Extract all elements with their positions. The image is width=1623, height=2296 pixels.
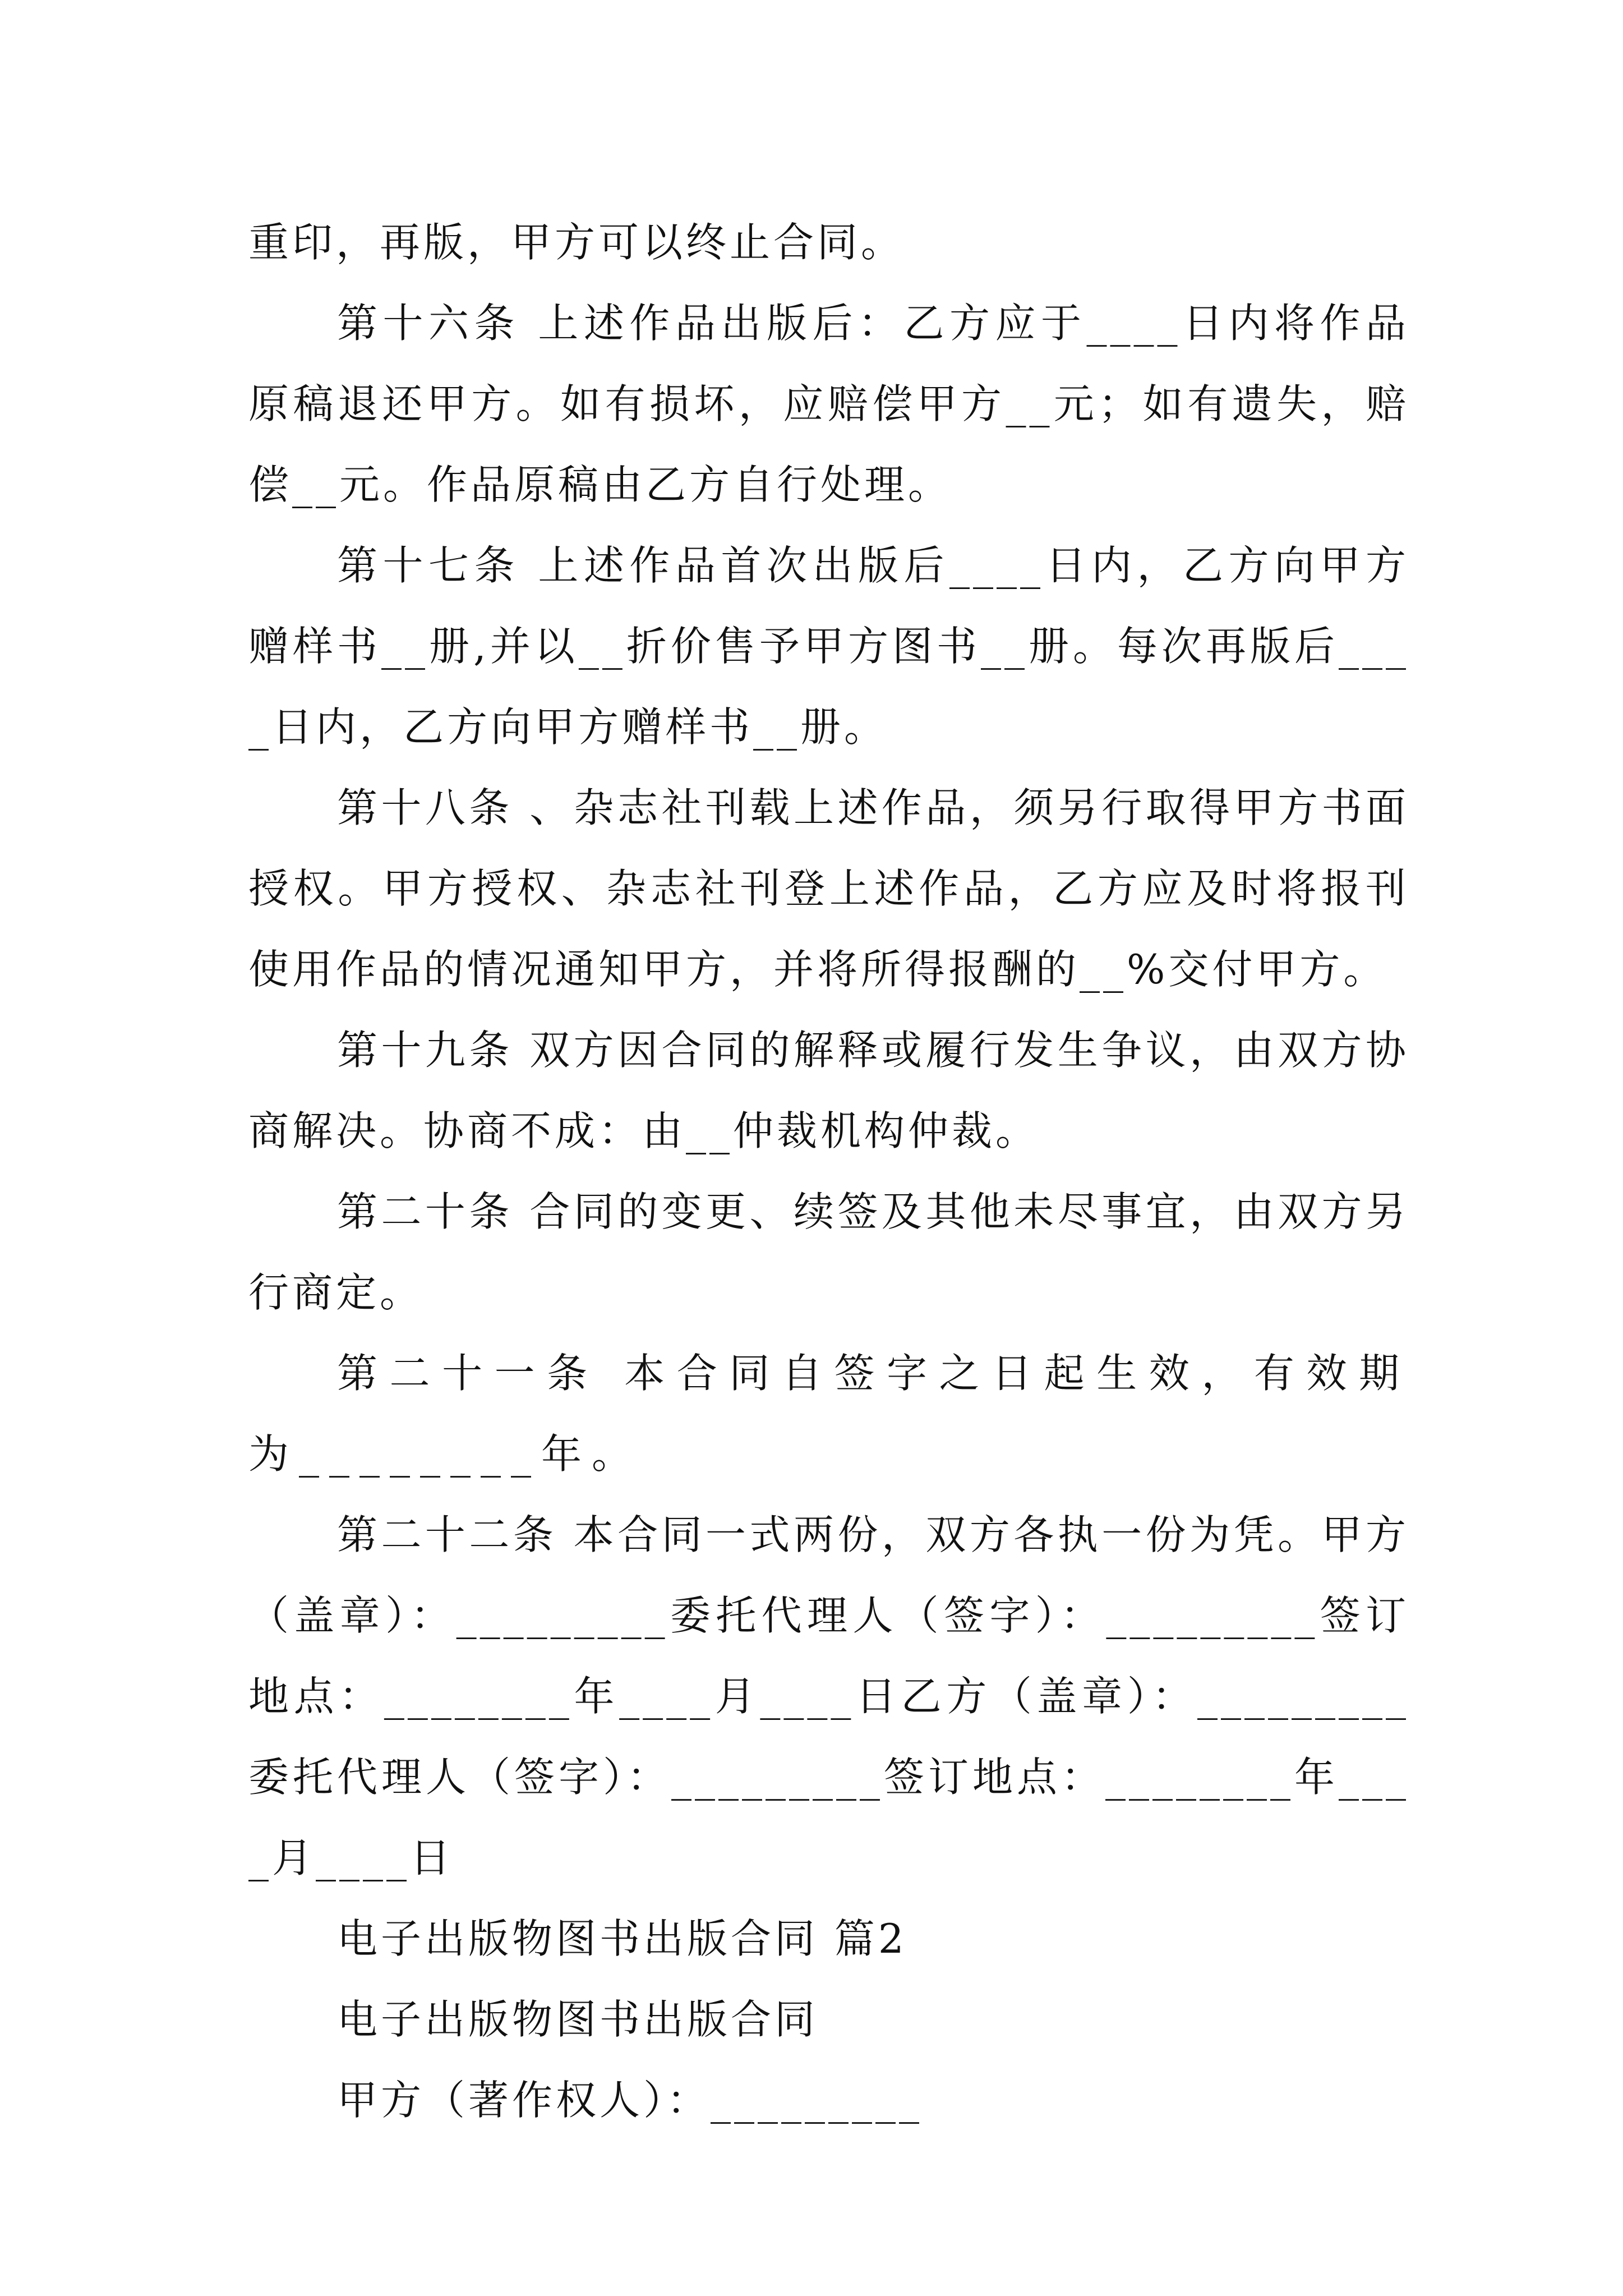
article-16-paragraph: 第十六条 上述作品出版后：乙方应于____日内将作品原稿退还甲方。如有损坏，应赔偿甲方__元；如有遗失，赔偿__元。作品原稿由乙方自行处理。 — [248, 300, 1409, 508]
section-heading-part-2: 电子出版物图书出版合同 篇2 — [337, 1915, 907, 1962]
article-19-paragraph: 第十九条 双方因合同的解释或履行发生争议，由双方协商解决。协商不成：由__仲裁机构仲裁。 — [248, 1027, 1409, 1154]
article-17-paragraph: 第十七条 上述作品首次出版后____日内，乙方向甲方赠样书__册,并以__折价售予甲方图书__册。每次再版后____日内，乙方向甲方赠样书__册。 — [248, 542, 1409, 751]
paragraph-1: 重印，再版，甲方可以终止合同。 — [248, 219, 905, 266]
article-18-paragraph: 第十八条 、杂志社刊载上述作品，须另行取得甲方书面授权。甲方授权、杂志社刊登上述作品，乙方应及时将报刊使用作品的情况通知甲方，并将所得报酬的__%交付甲方。 — [248, 784, 1409, 993]
article-21-paragraph: 第二十一条 本合同自签字之日起生效，有效期为________年。 — [248, 1350, 1409, 1478]
document-body — [248, 202, 1409, 2141]
article-20-paragraph: 第二十条 合同的变更、续签及其他未尽事宜，由双方另行商定。 — [248, 1188, 1409, 1316]
article-22-paragraph: 第二十二条 本合同一式两份，双方各执一份为凭。甲方（盖章）：_________委托代理人（签字）：_________签订地点：________年____月____日乙方（盖章）：_________委托代理人（签字）：_________签订地点：________年____月____日 — [248, 1511, 1409, 1881]
party-a-line: 甲方（著作权人）：_________ — [337, 2077, 923, 2124]
contract-title: 电子出版物图书出版合同 — [337, 1996, 819, 2043]
